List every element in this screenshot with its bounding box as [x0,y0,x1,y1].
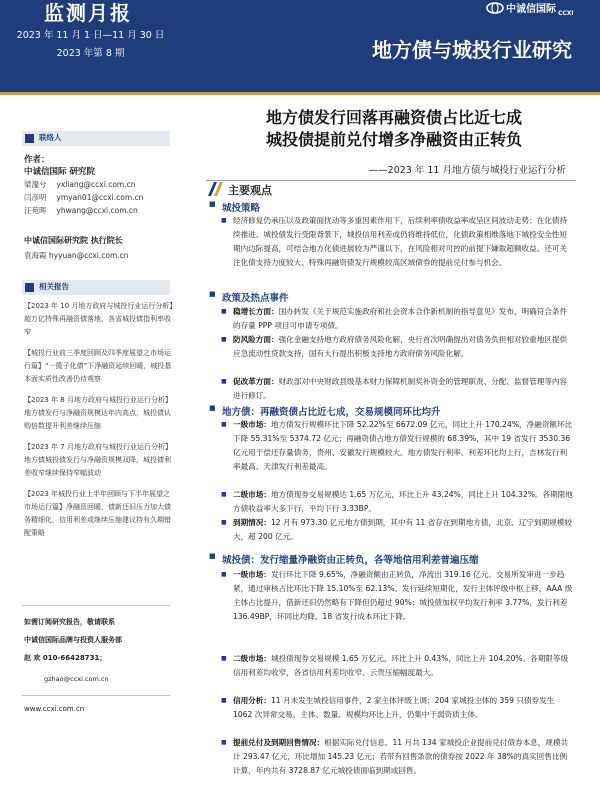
related-report-link[interactable]: 【2023 年 7 月地方政府与城投行业运行分析】地方债城投债发行与净融资规模双降，城投债利差收窄继续保持窄幅波动 [24,443,172,477]
author-org: 中诚信国际 研究院 [24,167,95,177]
key-points-heading: 主要观点 [228,184,272,197]
report-header [0,0,600,92]
service-dept: 中诚信国际品牌与投资人服务部 [24,636,122,644]
report-icon [25,283,34,292]
service-email[interactable]: gzhao@ccxi.com.cn [44,675,109,683]
key-points-icon [206,180,226,198]
related-report-link[interactable]: 【2023 年城投行业上半年回顾与下半年展望之市场运行篇】净融资回暖，债新还旧压力加大债务精细化，信用利差或继续压缩建议持有久期错配策略 [24,490,171,537]
bullet-paragraph: ■ 稳增长方面：国办转发《关于规范实施政府和社会资本合作新机制的指导意见》发布，明确符合条件的存量 PPP 项目可申请专项债。 [233,305,573,333]
date-range: 2023 年 11 月 1 日—11 月 30 日 [16,30,165,41]
logo-mark-icon [486,1,504,15]
author-email-link[interactable]: ymyan01@ccxi.com.cn [56,193,144,202]
report-subtitle: ——2023 年 11 月地方债与城投行业运行分析 [368,165,566,176]
bullet-paragraph: ■ 二级市场：城投债现券交易规模 1.65 万亿元，环比上升 0.43%，同比上升 104.20%。各期限等级信用利差均收窄，各省信用利差均收窄、云贵压缩幅度最大。 [233,652,573,680]
report-title-line-1: 地方债发行回落再融资债占比近七成 [265,108,522,127]
sidebar-divider [22,605,170,606]
company-logo [486,0,596,20]
logo-text-cn: 中诚信国际 [506,4,556,15]
report-title-line-2: 城投债提前兑付增多净融资由正转负 [265,130,522,149]
bullet-paragraph: ■ 二级市场：地方债现券交易规模达 1.65 万亿元，环比上升 43.24%，同比上升 104.32%。各期限地方债收益率大多下行，平均下行 3.33BP。 [233,488,573,516]
author-contact: 闫彦明 ymyan01@ccxi.com.cn [24,193,144,202]
bullet-paragraph: ■ 信用分析：11 月未发生城投信用事件，2 家主体评级上调；204 家城投主体的 359 只债券发生 1062 次异常交易，主体、数量、规模均环比上升，仍集中于弱资质主体。 [233,694,573,722]
bullet-paragraph: ■ 促改革方面：财政部对中央财政县级基本财力保障机制奖补资金的管理职责、分配、监督管理等内容进行修订。 [233,375,573,403]
exec-contact: 袁海霞 hyyuan@ccxi.com.cn [24,251,129,260]
related-report-link[interactable]: 【2023 年 10 月地方政府与城投行业运行分析】超万亿特殊再融资债落地，各省城投债指利率收窄 [24,302,173,336]
author-contact: 梁瀣兮 yxliang@ccxi.com.cn [24,180,136,189]
related-report-link[interactable]: 【2023 年 8 月地方政府与城投行业运行分析】地方债发行与净融资规模达年内高点，城投债认购倍数提升利差继续压缩 [24,396,172,430]
person-icon [25,134,34,143]
subscribe-note: 如需订阅研究报告，敬请联系 [24,618,115,626]
section-heading: ■ 地方债：再融资债占比近七成，交易规模同环比均升 [222,404,441,418]
bullet-paragraph: ■ 防风险方面：强化金融支持地方政府债务风险化解，央行首次明确提出对债务负担相对较重地区提供应急流动性贷款支持，国有大行提出积极支持地方政府债务风险化解。 [233,333,573,361]
bullet-paragraph: ■ 到期情况：12 月有 973.30 亿元地方债到期，其中有 11 省存在到期地方债，北京、辽宁到期规模较大，超 200 亿元。 [233,516,573,544]
bullet-paragraph: ■ 经济修复仍承压以及政策面扰动等多重因素作用下，后续利率债收益率或呈区间波动走势；在化债持续推进、城投债发行受限背景下，城投信用利差或仍将维持低位，化债政策相维落地下城投安全性短期内边际提高，可结合地方化债进展较为严谨以下，在风险相对可控的前提下嫌取超额收益。还可关注化债支持力度较大、特殊再融资债发行规模较高区域债券的提前兑付参与机会。 [233,214,573,270]
bullet-paragraph: ■ 一级市场：发行环比下降 9.65%，净融资额由正转负，净流出 319.16 亿元。交易所发审进一步趋紧，通过审核占比环比下降 15.10%至 62.13%。发行延续短期化，发行主体评级中枢上移，AAA 级主体占比提升，借新还旧仍然略有下降但仍超过 90%；城投债加权平均发行利率 3.77%，发行利差 136.49BP，环同比均降，18 省发行成本环比下降。 [233,568,573,624]
report-type-title: 监测月报 [44,1,132,25]
section-heading: ■ 城投债：发行缩量净融资由正转负，各等地信用利差普遍压缩 [222,552,479,566]
bullet-paragraph: ■ 提前兑付及到期回售情况：根据实际兑付信息，11 月共 134 家城投企业提前兑付债券本息，规模共计 293.47 亿元，环比增加 145.23 亿元；若带有回售条款的债券按 2022 年 38%的真实回售比例计算，年内共有 3728.87 亿元城投债面临到期或回售。 [233,736,573,778]
section-heading: ■ 政策及热点事件 [222,290,289,304]
logo-text-en: CCXI [558,10,574,17]
related-report-link[interactable]: 【城投行业前三季度回顾及四季度展望之市场运行篇】“一揽子化债”下净融资延续回暖，城投基本面实质性改善仍待观察 [24,349,172,383]
contacts-heading: 联络人 [22,131,170,146]
bullet-paragraph: ■ 一级市场：地方债发行规模环比下降 52.22%至 6672.09 亿元，同比上升 170.24%，净融资额环比下降 55.31%至 5374.72 亿元；再融资债占地方债发行规模的 68.39%，其中 19 省发行 3530.36 亿元用于偿还存量债务，贵州、安徽发行规模较大。地方债发行利率、利差环比均上行，吉林发行利率最高、天津发行利差最高。 [233,418,573,474]
section-heading: ■ 城投策略 [222,200,260,214]
section-title: 地方债与城投行业研究 [372,38,572,62]
title-divider [206,180,576,181]
author-label: 作者： [24,155,50,165]
issue-number: 2023 年第 8 期 [56,48,125,59]
author-email-link[interactable]: yxliang@ccxi.com.cn [56,180,136,189]
related-reports-heading: 相关报告 [22,280,170,295]
sidebar-divider [22,695,170,696]
sidebar [0,95,188,800]
website-link[interactable]: www.ccxi.com.cn [24,705,85,713]
exec-org: 中诚信国际研究院 执行院长 [24,236,123,245]
author-email-link[interactable]: yhwang@ccxi.com.cn [56,206,138,215]
author-contact: 汪苑晖 yhwang@ccxi.com.cn [24,206,138,215]
service-contact: 赵 欢 010-66428731； [24,654,107,662]
